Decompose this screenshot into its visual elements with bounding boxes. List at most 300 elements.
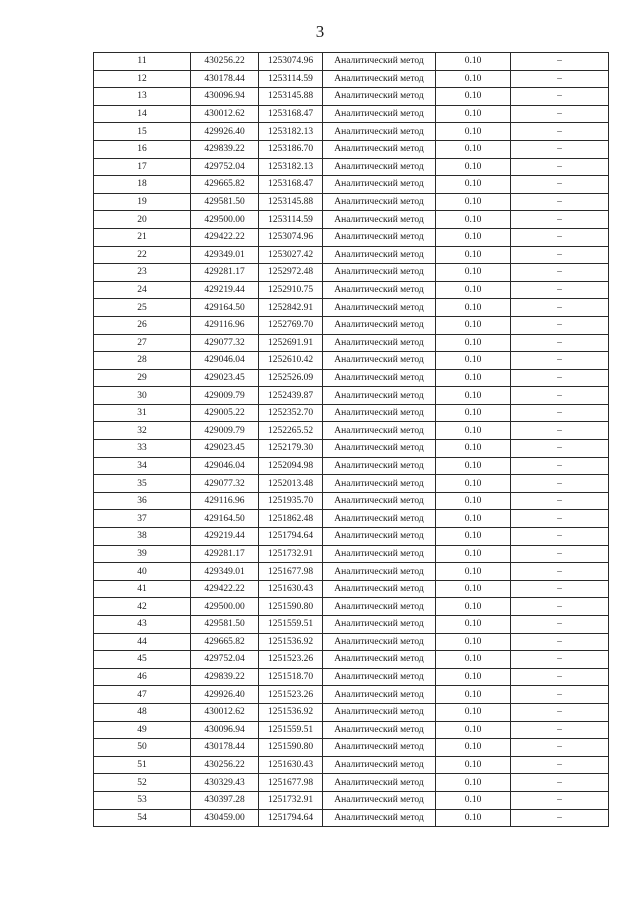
x-coordinate-cell: 430178.44 [191, 70, 259, 88]
accuracy-cell: 0.10 [436, 422, 511, 440]
point-number-cell: 37 [94, 510, 191, 528]
table-row [94, 809, 609, 827]
point-number-cell: 40 [94, 563, 191, 581]
method-cell: Аналитический метод [323, 756, 436, 774]
table-row [94, 563, 609, 581]
x-coordinate-cell: 429219.44 [191, 281, 259, 299]
y-coordinate-cell: 1252691.91 [259, 334, 323, 352]
table-row [94, 404, 609, 422]
accuracy-cell: 0.10 [436, 721, 511, 739]
coordinates-table-body [94, 53, 609, 827]
accuracy-cell: 0.10 [436, 545, 511, 563]
table-row [94, 105, 609, 123]
table-row [94, 440, 609, 458]
note-cell: – [511, 475, 609, 493]
coordinates-table [93, 52, 609, 827]
y-coordinate-cell: 1252842.91 [259, 299, 323, 317]
table-row [94, 88, 609, 106]
note-cell: – [511, 686, 609, 704]
accuracy-cell: 0.10 [436, 53, 511, 71]
accuracy-cell: 0.10 [436, 510, 511, 528]
point-number-cell: 39 [94, 545, 191, 563]
table-row [94, 528, 609, 546]
table-row [94, 545, 609, 563]
method-cell: Аналитический метод [323, 334, 436, 352]
x-coordinate-cell: 430178.44 [191, 739, 259, 757]
x-coordinate-cell: 429500.00 [191, 598, 259, 616]
point-number-cell: 19 [94, 193, 191, 211]
table-row [94, 756, 609, 774]
note-cell: – [511, 123, 609, 141]
note-cell: – [511, 422, 609, 440]
method-cell: Аналитический метод [323, 70, 436, 88]
y-coordinate-cell: 1253074.96 [259, 228, 323, 246]
method-cell: Аналитический метод [323, 158, 436, 176]
y-coordinate-cell: 1251559.51 [259, 616, 323, 634]
x-coordinate-cell: 430256.22 [191, 756, 259, 774]
note-cell: – [511, 756, 609, 774]
note-cell: – [511, 510, 609, 528]
accuracy-cell: 0.10 [436, 598, 511, 616]
y-coordinate-cell: 1251590.80 [259, 739, 323, 757]
y-coordinate-cell: 1253182.13 [259, 123, 323, 141]
note-cell: – [511, 316, 609, 334]
point-number-cell: 17 [94, 158, 191, 176]
table-row [94, 510, 609, 528]
table-row [94, 422, 609, 440]
accuracy-cell: 0.10 [436, 703, 511, 721]
accuracy-cell: 0.10 [436, 176, 511, 194]
note-cell: – [511, 334, 609, 352]
x-coordinate-cell: 429023.45 [191, 369, 259, 387]
y-coordinate-cell: 1251630.43 [259, 756, 323, 774]
accuracy-cell: 0.10 [436, 528, 511, 546]
table-row [94, 721, 609, 739]
method-cell: Аналитический метод [323, 264, 436, 282]
note-cell: – [511, 387, 609, 405]
method-cell: Аналитический метод [323, 580, 436, 598]
x-coordinate-cell: 429665.82 [191, 176, 259, 194]
accuracy-cell: 0.10 [436, 211, 511, 229]
point-number-cell: 53 [94, 791, 191, 809]
accuracy-cell: 0.10 [436, 70, 511, 88]
table-row [94, 352, 609, 370]
page-number: 3 [315, 22, 325, 41]
note-cell: – [511, 53, 609, 71]
note-cell: – [511, 246, 609, 264]
point-number-cell: 31 [94, 404, 191, 422]
note-cell: – [511, 211, 609, 229]
x-coordinate-cell: 429219.44 [191, 528, 259, 546]
accuracy-cell: 0.10 [436, 369, 511, 387]
table-row [94, 616, 609, 634]
method-cell: Аналитический метод [323, 352, 436, 370]
accuracy-cell: 0.10 [436, 334, 511, 352]
x-coordinate-cell: 429116.96 [191, 316, 259, 334]
point-number-cell: 26 [94, 316, 191, 334]
x-coordinate-cell: 429665.82 [191, 633, 259, 651]
x-coordinate-cell: 429164.50 [191, 299, 259, 317]
method-cell: Аналитический метод [323, 528, 436, 546]
accuracy-cell: 0.10 [436, 774, 511, 792]
method-cell: Аналитический метод [323, 193, 436, 211]
accuracy-cell: 0.10 [436, 668, 511, 686]
accuracy-cell: 0.10 [436, 563, 511, 581]
table-row [94, 686, 609, 704]
x-coordinate-cell: 429581.50 [191, 616, 259, 634]
y-coordinate-cell: 1253186.70 [259, 140, 323, 158]
x-coordinate-cell: 429023.45 [191, 440, 259, 458]
point-number-cell: 45 [94, 651, 191, 669]
note-cell: – [511, 369, 609, 387]
point-number-cell: 32 [94, 422, 191, 440]
table-row [94, 369, 609, 387]
y-coordinate-cell: 1252094.98 [259, 457, 323, 475]
method-cell: Аналитический метод [323, 616, 436, 634]
note-cell: – [511, 809, 609, 827]
table-row [94, 316, 609, 334]
y-coordinate-cell: 1252179.30 [259, 440, 323, 458]
accuracy-cell: 0.10 [436, 580, 511, 598]
method-cell: Аналитический метод [323, 88, 436, 106]
method-cell: Аналитический метод [323, 545, 436, 563]
y-coordinate-cell: 1251523.26 [259, 686, 323, 704]
note-cell: – [511, 668, 609, 686]
y-coordinate-cell: 1251518.70 [259, 668, 323, 686]
method-cell: Аналитический метод [323, 739, 436, 757]
x-coordinate-cell: 430096.94 [191, 88, 259, 106]
method-cell: Аналитический метод [323, 598, 436, 616]
method-cell: Аналитический метод [323, 475, 436, 493]
point-number-cell: 51 [94, 756, 191, 774]
method-cell: Аналитический метод [323, 246, 436, 264]
point-number-cell: 11 [94, 53, 191, 71]
table-row [94, 492, 609, 510]
method-cell: Аналитический метод [323, 53, 436, 71]
table-row [94, 53, 609, 71]
point-number-cell: 49 [94, 721, 191, 739]
table-row [94, 739, 609, 757]
y-coordinate-cell: 1251590.80 [259, 598, 323, 616]
note-cell: – [511, 457, 609, 475]
point-number-cell: 34 [94, 457, 191, 475]
point-number-cell: 16 [94, 140, 191, 158]
table-row [94, 281, 609, 299]
point-number-cell: 54 [94, 809, 191, 827]
method-cell: Аналитический метод [323, 422, 436, 440]
x-coordinate-cell: 429926.40 [191, 123, 259, 141]
x-coordinate-cell: 430256.22 [191, 53, 259, 71]
method-cell: Аналитический метод [323, 316, 436, 334]
accuracy-cell: 0.10 [436, 457, 511, 475]
table-row [94, 668, 609, 686]
note-cell: – [511, 158, 609, 176]
note-cell: – [511, 228, 609, 246]
y-coordinate-cell: 1252526.09 [259, 369, 323, 387]
point-number-cell: 52 [94, 774, 191, 792]
table-row [94, 633, 609, 651]
y-coordinate-cell: 1251536.92 [259, 703, 323, 721]
x-coordinate-cell: 429752.04 [191, 651, 259, 669]
table-row [94, 264, 609, 282]
table-row [94, 598, 609, 616]
point-number-cell: 18 [94, 176, 191, 194]
accuracy-cell: 0.10 [436, 105, 511, 123]
x-coordinate-cell: 429281.17 [191, 264, 259, 282]
method-cell: Аналитический метод [323, 299, 436, 317]
note-cell: – [511, 563, 609, 581]
y-coordinate-cell: 1251794.64 [259, 809, 323, 827]
y-coordinate-cell: 1252265.52 [259, 422, 323, 440]
note-cell: – [511, 404, 609, 422]
accuracy-cell: 0.10 [436, 352, 511, 370]
x-coordinate-cell: 429077.32 [191, 475, 259, 493]
table-row [94, 475, 609, 493]
point-number-cell: 50 [94, 739, 191, 757]
accuracy-cell: 0.10 [436, 440, 511, 458]
y-coordinate-cell: 1251677.98 [259, 563, 323, 581]
point-number-cell: 22 [94, 246, 191, 264]
table-row [94, 158, 609, 176]
accuracy-cell: 0.10 [436, 316, 511, 334]
y-coordinate-cell: 1251536.92 [259, 633, 323, 651]
method-cell: Аналитический метод [323, 668, 436, 686]
point-number-cell: 24 [94, 281, 191, 299]
x-coordinate-cell: 429116.96 [191, 492, 259, 510]
point-number-cell: 43 [94, 616, 191, 634]
note-cell: – [511, 352, 609, 370]
accuracy-cell: 0.10 [436, 633, 511, 651]
accuracy-cell: 0.10 [436, 756, 511, 774]
accuracy-cell: 0.10 [436, 264, 511, 282]
method-cell: Аналитический метод [323, 633, 436, 651]
note-cell: – [511, 193, 609, 211]
y-coordinate-cell: 1252610.42 [259, 352, 323, 370]
accuracy-cell: 0.10 [436, 651, 511, 669]
x-coordinate-cell: 429077.32 [191, 334, 259, 352]
method-cell: Аналитический метод [323, 140, 436, 158]
accuracy-cell: 0.10 [436, 246, 511, 264]
x-coordinate-cell: 429046.04 [191, 352, 259, 370]
y-coordinate-cell: 1253114.59 [259, 211, 323, 229]
y-coordinate-cell: 1251523.26 [259, 651, 323, 669]
table-row [94, 580, 609, 598]
table-row [94, 791, 609, 809]
y-coordinate-cell: 1251794.64 [259, 528, 323, 546]
point-number-cell: 21 [94, 228, 191, 246]
method-cell: Аналитический метод [323, 651, 436, 669]
table-row [94, 299, 609, 317]
note-cell: – [511, 70, 609, 88]
method-cell: Аналитический метод [323, 809, 436, 827]
y-coordinate-cell: 1253027.42 [259, 246, 323, 264]
y-coordinate-cell: 1253074.96 [259, 53, 323, 71]
point-number-cell: 33 [94, 440, 191, 458]
note-cell: – [511, 140, 609, 158]
point-number-cell: 25 [94, 299, 191, 317]
note-cell: – [511, 791, 609, 809]
x-coordinate-cell: 430397.28 [191, 791, 259, 809]
y-coordinate-cell: 1252910.75 [259, 281, 323, 299]
method-cell: Аналитический метод [323, 176, 436, 194]
table-row [94, 211, 609, 229]
method-cell: Аналитический метод [323, 457, 436, 475]
note-cell: – [511, 281, 609, 299]
method-cell: Аналитический метод [323, 721, 436, 739]
point-number-cell: 44 [94, 633, 191, 651]
accuracy-cell: 0.10 [436, 193, 511, 211]
point-number-cell: 29 [94, 369, 191, 387]
y-coordinate-cell: 1252439.87 [259, 387, 323, 405]
note-cell: – [511, 492, 609, 510]
x-coordinate-cell: 429046.04 [191, 457, 259, 475]
y-coordinate-cell: 1252013.48 [259, 475, 323, 493]
method-cell: Аналитический метод [323, 791, 436, 809]
y-coordinate-cell: 1251677.98 [259, 774, 323, 792]
x-coordinate-cell: 429581.50 [191, 193, 259, 211]
x-coordinate-cell: 429164.50 [191, 510, 259, 528]
method-cell: Аналитический метод [323, 492, 436, 510]
y-coordinate-cell: 1252972.48 [259, 264, 323, 282]
table-row [94, 176, 609, 194]
y-coordinate-cell: 1253114.59 [259, 70, 323, 88]
table-row [94, 334, 609, 352]
point-number-cell: 15 [94, 123, 191, 141]
accuracy-cell: 0.10 [436, 140, 511, 158]
table-row [94, 140, 609, 158]
note-cell: – [511, 616, 609, 634]
point-number-cell: 35 [94, 475, 191, 493]
x-coordinate-cell: 430096.94 [191, 721, 259, 739]
note-cell: – [511, 580, 609, 598]
note-cell: – [511, 528, 609, 546]
y-coordinate-cell: 1251862.48 [259, 510, 323, 528]
y-coordinate-cell: 1253182.13 [259, 158, 323, 176]
y-coordinate-cell: 1251559.51 [259, 721, 323, 739]
table-row [94, 123, 609, 141]
y-coordinate-cell: 1253145.88 [259, 88, 323, 106]
table-row [94, 774, 609, 792]
x-coordinate-cell: 429839.22 [191, 668, 259, 686]
point-number-cell: 38 [94, 528, 191, 546]
accuracy-cell: 0.10 [436, 404, 511, 422]
accuracy-cell: 0.10 [436, 158, 511, 176]
point-number-cell: 14 [94, 105, 191, 123]
note-cell: – [511, 774, 609, 792]
method-cell: Аналитический метод [323, 369, 436, 387]
table-row [94, 246, 609, 264]
x-coordinate-cell: 430459.00 [191, 809, 259, 827]
x-coordinate-cell: 429500.00 [191, 211, 259, 229]
table-row [94, 457, 609, 475]
point-number-cell: 20 [94, 211, 191, 229]
point-number-cell: 28 [94, 352, 191, 370]
point-number-cell: 13 [94, 88, 191, 106]
method-cell: Аналитический метод [323, 774, 436, 792]
y-coordinate-cell: 1251935.70 [259, 492, 323, 510]
method-cell: Аналитический метод [323, 510, 436, 528]
method-cell: Аналитический метод [323, 281, 436, 299]
note-cell: – [511, 633, 609, 651]
point-number-cell: 30 [94, 387, 191, 405]
accuracy-cell: 0.10 [436, 492, 511, 510]
x-coordinate-cell: 429422.22 [191, 580, 259, 598]
method-cell: Аналитический метод [323, 228, 436, 246]
y-coordinate-cell: 1252352.70 [259, 404, 323, 422]
method-cell: Аналитический метод [323, 387, 436, 405]
point-number-cell: 36 [94, 492, 191, 510]
x-coordinate-cell: 429422.22 [191, 228, 259, 246]
note-cell: – [511, 264, 609, 282]
accuracy-cell: 0.10 [436, 88, 511, 106]
point-number-cell: 12 [94, 70, 191, 88]
x-coordinate-cell: 429009.79 [191, 387, 259, 405]
table-row [94, 193, 609, 211]
x-coordinate-cell: 429926.40 [191, 686, 259, 704]
x-coordinate-cell: 429009.79 [191, 422, 259, 440]
x-coordinate-cell: 430329.43 [191, 774, 259, 792]
accuracy-cell: 0.10 [436, 475, 511, 493]
x-coordinate-cell: 429281.17 [191, 545, 259, 563]
x-coordinate-cell: 430012.62 [191, 703, 259, 721]
accuracy-cell: 0.10 [436, 123, 511, 141]
accuracy-cell: 0.10 [436, 299, 511, 317]
point-number-cell: 41 [94, 580, 191, 598]
x-coordinate-cell: 429005.22 [191, 404, 259, 422]
x-coordinate-cell: 429839.22 [191, 140, 259, 158]
point-number-cell: 23 [94, 264, 191, 282]
note-cell: – [511, 88, 609, 106]
y-coordinate-cell: 1253168.47 [259, 176, 323, 194]
y-coordinate-cell: 1251732.91 [259, 791, 323, 809]
note-cell: – [511, 545, 609, 563]
accuracy-cell: 0.10 [436, 739, 511, 757]
method-cell: Аналитический метод [323, 123, 436, 141]
point-number-cell: 48 [94, 703, 191, 721]
y-coordinate-cell: 1251732.91 [259, 545, 323, 563]
table-row [94, 70, 609, 88]
y-coordinate-cell: 1253168.47 [259, 105, 323, 123]
method-cell: Аналитический метод [323, 703, 436, 721]
accuracy-cell: 0.10 [436, 616, 511, 634]
method-cell: Аналитический метод [323, 686, 436, 704]
accuracy-cell: 0.10 [436, 387, 511, 405]
point-number-cell: 47 [94, 686, 191, 704]
method-cell: Аналитический метод [323, 563, 436, 581]
y-coordinate-cell: 1251630.43 [259, 580, 323, 598]
x-coordinate-cell: 430012.62 [191, 105, 259, 123]
point-number-cell: 27 [94, 334, 191, 352]
note-cell: – [511, 299, 609, 317]
y-coordinate-cell: 1253145.88 [259, 193, 323, 211]
note-cell: – [511, 176, 609, 194]
note-cell: – [511, 739, 609, 757]
accuracy-cell: 0.10 [436, 281, 511, 299]
accuracy-cell: 0.10 [436, 228, 511, 246]
x-coordinate-cell: 429752.04 [191, 158, 259, 176]
accuracy-cell: 0.10 [436, 809, 511, 827]
accuracy-cell: 0.10 [436, 791, 511, 809]
table-row [94, 703, 609, 721]
note-cell: – [511, 598, 609, 616]
method-cell: Аналитический метод [323, 211, 436, 229]
accuracy-cell: 0.10 [436, 686, 511, 704]
note-cell: – [511, 440, 609, 458]
x-coordinate-cell: 429349.01 [191, 563, 259, 581]
method-cell: Аналитический метод [323, 440, 436, 458]
note-cell: – [511, 703, 609, 721]
method-cell: Аналитический метод [323, 105, 436, 123]
